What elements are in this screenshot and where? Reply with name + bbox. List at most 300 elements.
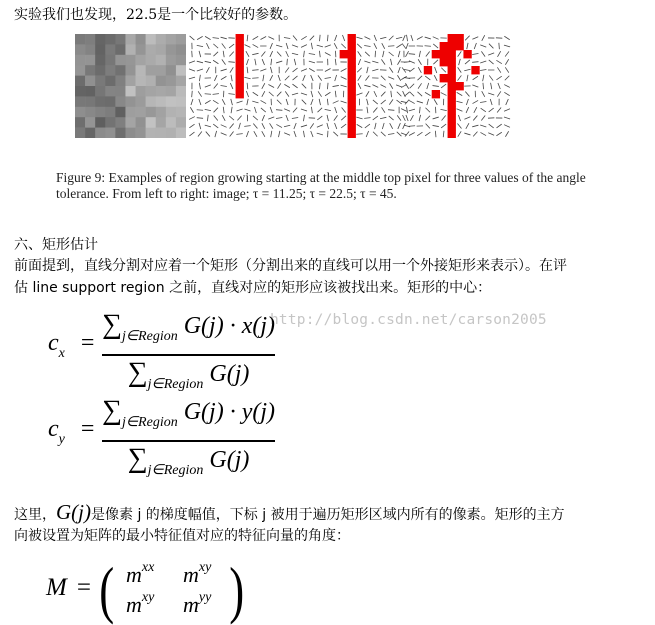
image-pixel [85, 34, 95, 45]
image-pixel [146, 107, 156, 118]
level-line [302, 100, 306, 105]
level-line [472, 85, 478, 87]
image-pixel [136, 34, 146, 45]
level-line [383, 51, 384, 57]
image-pixel [85, 65, 95, 76]
region-pixel [236, 66, 244, 74]
level-line [213, 94, 219, 95]
image-pixel [136, 96, 146, 107]
level-line [482, 35, 485, 41]
level-line [303, 115, 304, 121]
level-line [262, 91, 265, 97]
level-line [497, 91, 501, 96]
image-pixel [156, 76, 166, 87]
level-line [411, 35, 413, 41]
level-line [311, 131, 313, 137]
matrix-m22: $m^{yy}$ [183, 590, 211, 618]
image-pixel [75, 86, 85, 97]
level-line [457, 124, 461, 129]
level-line [489, 60, 494, 64]
level-line [505, 76, 510, 81]
level-line [389, 99, 393, 104]
level-line [409, 61, 415, 64]
level-line [221, 125, 227, 128]
image-pixel [95, 96, 105, 107]
level-line [504, 85, 510, 88]
level-line [213, 38, 219, 39]
level-line [221, 37, 227, 39]
level-line [419, 115, 421, 121]
level-line [268, 37, 274, 40]
level-line [472, 125, 478, 127]
level-line [285, 91, 289, 96]
figure-panel-tau-45 [400, 34, 511, 138]
region-pixel [424, 66, 432, 74]
image-pixel [105, 128, 115, 138]
level-line [311, 43, 312, 49]
level-line [262, 123, 265, 129]
level-line [364, 118, 370, 119]
level-line [409, 100, 415, 103]
level-line [435, 67, 437, 73]
region-pixel [236, 82, 244, 90]
level-line [365, 124, 370, 128]
level-line [198, 91, 202, 96]
level-line [489, 75, 493, 80]
image-pixel [85, 128, 95, 138]
level-line [440, 109, 446, 110]
level-line [262, 115, 265, 121]
level-line [254, 131, 257, 137]
level-line [390, 123, 393, 129]
image-pixel [136, 44, 146, 55]
image-pixel [95, 65, 105, 76]
level-line [366, 91, 369, 96]
level-line [197, 45, 203, 46]
level-line [409, 133, 415, 136]
level-line [327, 115, 328, 121]
level-line [239, 123, 241, 129]
image-pixel [75, 96, 85, 107]
level-line [284, 125, 290, 127]
level-line [246, 51, 249, 57]
level-line [214, 116, 218, 121]
level-line [466, 107, 469, 113]
level-line [221, 85, 227, 86]
level-line [317, 116, 322, 120]
level-line [325, 109, 331, 110]
level-line [472, 53, 478, 54]
paragraph-line1: 前面提到，直线分割对应着一个矩形（分割出来的直线可以用一个外接矩形来表示）。在评 [14, 255, 567, 275]
level-line [358, 75, 361, 80]
level-line [325, 92, 330, 95]
level-line [488, 133, 494, 136]
level-line [426, 124, 430, 129]
level-line [311, 75, 314, 81]
level-line [403, 91, 406, 97]
level-line [199, 99, 201, 105]
level-line [206, 132, 210, 137]
image-pixel [146, 96, 156, 107]
image-pixel [176, 65, 186, 76]
level-line [504, 36, 509, 39]
matrix-m21: $m^{xy}$ [126, 590, 154, 618]
level-line [335, 59, 336, 65]
image-pixel [85, 96, 95, 107]
level-line [292, 117, 298, 118]
region-pixel [236, 58, 244, 66]
level-line [367, 107, 368, 113]
level-line [317, 125, 323, 128]
level-line [237, 116, 241, 121]
region-pixel [448, 66, 456, 74]
level-line [223, 107, 224, 113]
level-line [372, 61, 378, 63]
level-line [357, 44, 362, 48]
level-line [244, 77, 250, 79]
level-line [214, 108, 218, 113]
level-line [389, 36, 394, 40]
image-pixel [75, 65, 85, 76]
level-line [293, 68, 298, 72]
level-line [417, 76, 422, 80]
level-line [373, 116, 378, 120]
level-line [389, 116, 394, 120]
level-line [221, 76, 227, 79]
level-line [255, 59, 256, 65]
level-line [276, 110, 282, 111]
level-line [276, 45, 282, 47]
level-line [498, 51, 501, 57]
level-line [342, 35, 344, 41]
level-line [189, 124, 194, 128]
level-line [374, 35, 376, 41]
image-pixel [115, 44, 125, 55]
level-line [262, 131, 265, 137]
level-line [410, 115, 413, 121]
level-line [325, 45, 331, 47]
image-pixel [166, 107, 176, 118]
image-pixel [85, 55, 95, 66]
region-pixel [448, 82, 456, 90]
level-line [236, 109, 242, 111]
level-line [356, 117, 362, 119]
level-line [301, 45, 307, 48]
level-line [389, 52, 394, 56]
image-pixel [125, 76, 135, 87]
region-pixel [448, 130, 456, 138]
level-line [205, 61, 211, 62]
image-pixel [176, 86, 186, 97]
formula-cy-numerator: $\sum_{j\in Region}$ G(j) · y(j) [102, 396, 275, 438]
region-pixel [340, 50, 348, 58]
matrix-m11: $m^{xx}$ [126, 560, 154, 588]
image-pixel [156, 86, 166, 97]
level-line [489, 124, 494, 128]
level-line [402, 43, 406, 48]
level-line [372, 69, 378, 71]
image-pixel [115, 34, 125, 45]
level-line [286, 51, 289, 57]
level-line [489, 44, 493, 49]
level-line [388, 110, 394, 111]
image-pixel [95, 128, 105, 138]
image-pixel [166, 117, 176, 128]
level-line [325, 77, 331, 78]
level-line [301, 93, 307, 95]
level-line [276, 117, 282, 118]
region-pixel [471, 66, 479, 74]
level-line [189, 77, 195, 79]
level-line [205, 36, 211, 39]
level-line [342, 108, 346, 113]
image-pixel [176, 34, 186, 45]
level-line [213, 52, 218, 56]
level-line [505, 51, 509, 56]
level-line [388, 133, 394, 134]
region-pixel [448, 74, 456, 82]
region-pixel [432, 90, 440, 98]
level-line [311, 91, 313, 97]
level-line [417, 132, 422, 136]
region-pixel [448, 114, 456, 122]
level-line [481, 51, 485, 56]
level-line [401, 76, 406, 79]
level-line [441, 84, 446, 88]
level-line [374, 43, 377, 49]
figure-caption-line2: tolerance. From left to right: image; τ = 11.25; τ = 22.5; τ = 45. [56, 186, 397, 202]
level-line [222, 59, 226, 64]
level-line [380, 37, 386, 39]
level-line [231, 107, 232, 113]
level-line [206, 43, 209, 49]
level-line [480, 132, 486, 135]
watermark: http://blog.csdn.net/carson2005 [270, 312, 547, 328]
image-pixel [146, 55, 156, 66]
level-line [356, 93, 362, 95]
level-line [246, 131, 248, 137]
level-line [472, 37, 478, 40]
level-line [335, 75, 337, 81]
image-pixel [125, 96, 135, 107]
level-line [418, 83, 422, 88]
image-pixel [75, 34, 85, 45]
level-line [191, 99, 193, 105]
image-pixel [95, 34, 105, 45]
level-line [197, 118, 203, 119]
image-pixel [75, 107, 85, 118]
level-line [270, 51, 273, 57]
level-line [246, 91, 248, 97]
image-pixel [115, 128, 125, 138]
level-line [357, 124, 363, 127]
formula-cx-numerator: $\sum_{j\in Region}$ G(j) · x(j) [102, 310, 275, 352]
level-line [382, 107, 385, 112]
level-line [303, 131, 304, 137]
level-line [402, 67, 406, 72]
level-line [231, 75, 232, 81]
formula-cy-lhs: $c_y$ = [48, 416, 94, 448]
image-pixel [95, 86, 105, 97]
level-line [409, 68, 414, 72]
level-line [325, 52, 331, 55]
level-line [230, 67, 233, 72]
image-pixel [85, 44, 95, 55]
level-line [269, 92, 274, 96]
level-line [434, 75, 437, 81]
level-line [409, 54, 415, 55]
level-line [418, 92, 423, 96]
level-line [319, 99, 320, 105]
level-line [367, 99, 369, 105]
level-line [467, 75, 468, 81]
figure-panel-tau-11-25 [188, 34, 299, 138]
level-line [309, 68, 315, 71]
level-line [497, 124, 502, 128]
level-line [325, 68, 331, 71]
region-pixel [448, 106, 456, 114]
level-line [190, 36, 195, 40]
level-line [197, 110, 203, 111]
region-pixel [440, 42, 448, 50]
level-line [213, 44, 218, 48]
level-line [456, 101, 462, 103]
level-line [364, 85, 370, 87]
level-line [373, 100, 378, 104]
level-line [253, 116, 258, 120]
level-line [247, 35, 248, 41]
level-line [403, 35, 406, 41]
level-line [277, 83, 280, 88]
level-line [270, 123, 273, 128]
level-line [287, 59, 288, 65]
level-line [335, 35, 337, 41]
level-line [391, 91, 392, 97]
matrix-m12: $m^{xy}$ [183, 560, 211, 588]
level-line [276, 61, 282, 63]
level-line [381, 92, 385, 97]
level-line [318, 75, 322, 80]
level-line [284, 109, 290, 112]
region-pixel [448, 58, 456, 66]
level-line [268, 85, 274, 88]
level-line [427, 99, 429, 105]
level-line [247, 99, 248, 105]
region-pixel [448, 42, 456, 50]
image-pixel [115, 76, 125, 87]
image-pixel [146, 76, 156, 87]
image-pixel [136, 107, 146, 118]
level-line [293, 108, 297, 113]
level-line [410, 92, 415, 97]
image-pixel [105, 34, 115, 45]
image-pixel [115, 65, 125, 76]
level-line [199, 123, 201, 129]
region-pixel [348, 66, 356, 74]
level-line [382, 43, 385, 49]
region-pixel [348, 74, 356, 82]
level-line [197, 69, 203, 71]
level-line [253, 92, 258, 96]
level-line [480, 70, 486, 71]
level-line [302, 84, 306, 89]
level-line [457, 92, 463, 95]
image-pixel [156, 117, 166, 128]
region-pixel [348, 58, 356, 66]
level-line [278, 75, 280, 81]
level-line [433, 117, 439, 119]
level-line [356, 37, 362, 39]
image-pixel [75, 128, 85, 138]
level-line [270, 75, 273, 81]
level-line [303, 75, 306, 81]
level-line [253, 124, 257, 129]
level-line [252, 78, 258, 79]
level-line [320, 35, 321, 41]
level-line [205, 85, 211, 87]
level-line [277, 92, 281, 97]
image-pixel [125, 86, 135, 97]
image-pixel [115, 55, 125, 66]
level-line [246, 59, 248, 65]
level-line [284, 133, 290, 135]
level-line [190, 107, 193, 113]
level-line [458, 131, 461, 136]
level-line [418, 67, 421, 73]
formula-cx-fraction [102, 310, 275, 400]
level-line [341, 44, 346, 49]
level-line [271, 59, 272, 65]
level-line [230, 131, 234, 136]
level-line [497, 67, 501, 72]
level-line [458, 75, 462, 80]
image-pixel [166, 86, 176, 97]
level-line [197, 61, 203, 63]
image-pixel [156, 34, 166, 45]
level-line [270, 43, 272, 49]
level-line [276, 124, 282, 127]
level-line [433, 60, 438, 64]
level-line [311, 107, 312, 113]
level-line [472, 62, 478, 63]
formula-cx-lhs: $c_x$ = [48, 330, 94, 362]
level-line [327, 83, 328, 89]
level-line [221, 133, 227, 136]
level-line [206, 67, 209, 73]
level-line [292, 93, 298, 95]
level-line [229, 52, 233, 57]
explain-line1: 这里，G(j)是像素 j 的梯度幅值，下标 j 被用于遍历矩形区域内所有的像素。矩形的主方 [14, 500, 565, 525]
level-line [491, 83, 492, 89]
level-line [381, 132, 386, 136]
level-line [465, 36, 469, 41]
image-pixel [115, 86, 125, 97]
image-pixel [166, 44, 176, 55]
level-line [418, 59, 421, 64]
section-heading: 六、矩形估计 [14, 234, 98, 254]
level-line [263, 75, 264, 81]
level-line [381, 59, 385, 64]
level-line [367, 67, 368, 73]
level-line [505, 131, 508, 137]
level-line [473, 116, 477, 121]
level-line [260, 69, 266, 71]
image-pixel [125, 55, 135, 66]
level-line [483, 75, 484, 81]
level-line [458, 67, 462, 72]
image-pixel [156, 96, 166, 107]
matrix-right-paren: ) [229, 558, 244, 622]
